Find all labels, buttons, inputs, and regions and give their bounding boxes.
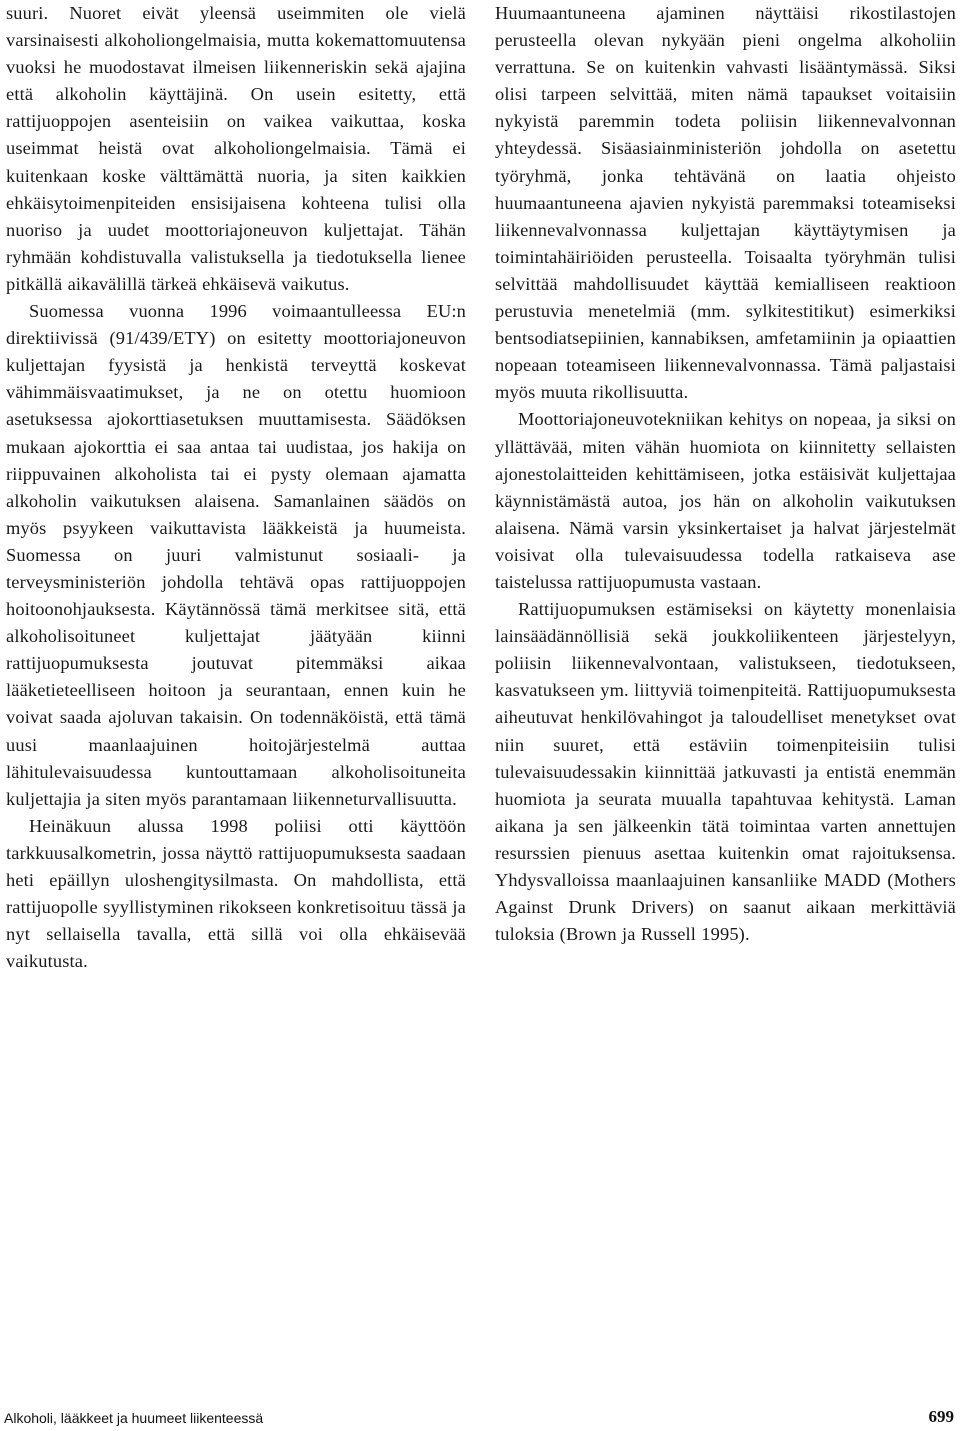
page-number: 699 [928, 1407, 954, 1426]
right-text-column [495, 0, 956, 948]
paragraph-vehicle-technology: Moottoriajoneuvotekniikan kehitys on nopeaa, ja siksi on yllättävää, miten vähän huomiota on kiinnitetty sellaisten ajonestolaitteiden kehittämiseen, jotka estäisivät kuljettajaa käynnistämästä autoa, jos hän on alkoholin vaikutuksen alaisena. Nämä varsin yksinkertaiset ja halvat järjestelmät voisivat olla tulevaisuudessa todella ratkaiseva ase taistelussa rattijuopumusta vastaan. [495, 409, 956, 592]
paragraph-drugged-driving: Huumaantuneena ajaminen näyttäisi rikostilastojen perusteella olevan nykyään pieni ongelma alkoholiin verrattuna. Se on kuitenkin vahvasti lisääntymässä. Siksi olisi tarpeen selvittää, miten nämä tapaukset voitaisiin nykyistä paremmin todeta poliisin liikennevalvonnan yhteydessä. Sisäasiainministeriön johdolla on asetettu työryhmä, jonka tehtävänä on laatia ohjeisto huumaantuneena ajavien nykyistä paremmaksi toteamiseksi liikennevalvonnassa kuljettajan käyttäytymisen ja toimintahäiriöiden perusteella. Toisaalta työryhmän tulisi selvittää mahdollisuudet käyttää kemialliseen reaktioon perustuvia menetelmiä (mm. sylkitestitikut) esimerkiksi bentsodiatsepiinien, kannabiksen, amfetamiinin ja opiaattien nopeaan toteamiseen liikennevalvonnassa. Tämä paljastaisi myös muuta rikollisuutta. [495, 3, 956, 403]
paragraph-eu-directive: Suomessa vuonna 1996 voimaantulleessa EU:n direktiivissä (91/439/ETY) on esitetty moottoriajoneuvon kuljettajan fyysistä ja henkistä terveyttä koskevat vähimmäisvaatimukset, ja ne on otettu huomioon asetuksessa ajokorttiasetuksen muuttamisesta. Säädöksen mukaan ajokorttia ei saa antaa tai uudistaa, jos hakija on riippuvainen alkoholista tai ei pysty olemaan ajamatta alkoholin vaikutuksen alaisena. Samanlainen säädös on myös psyykeen vaikuttavista lääkkeistä ja huumeista. Suomessa on juuri valmistunut sosiaali- ja terveysministeriön johdolla tehtävä opas rattijuoppojen hoitoonohjauksesta. Käytännössä tämä merkitsee sitä, että alkoholisoituneet kuljettajat jäätyään kiinni rattijuopumuksesta joutuvat pitemmäksi aikaa lääketieteelliseen hoitoon ja seurantaan, ennen kuin he voivat saada ajoluvan takaisin. On todennäköistä, että tämä uusi maanlaajuinen hoitojärjestelmä auttaa lähitulevaisuudessa kuntouttamaan alkoholisoituneita kuljettajia ja siten myös parantamaan liikenneturvallisuutta. [6, 301, 466, 809]
paragraph-prevention-measures: Rattijuopumuksen estämiseksi on käytetty monenlaisia lainsäädännöllisiä sekä joukkoliikenteen järjestelyyn, poliisin liikennevalvontaan, valistukseen, tiedotukseen, kasvatukseen ym. liittyviä toimenpiteitä. Rattijuopumuksesta aiheutuvat henkilövahingot ja taloudelliset menetykset ovat niin suuret, että estäviin toimenpiteisiin tulisi tulevaisuudessakin kiinnittää jatkuvasti ja entistä enemmän huomiota ja seurata muualla tapahtuvaa kehitystä. Laman aikana ja sen jälkeenkin tätä toimintaa varten annettujen resurssien pienuus asettaa kuitenkin omat rajoituksensa. Yhdysvalloissa maanlaajuinen kansanliike MADD (Mothers Against Drunk Drivers) on saanut aikaan merkittäviä tuloksia (Brown ja Russell 1995). [495, 599, 956, 945]
left-text-column [6, 0, 466, 975]
running-footer-title: Alkoholi, lääkkeet ja huumeet liikenteessä [4, 1410, 264, 1426]
paragraph-young-drivers: suuri. Nuoret eivät yleensä useimmiten ole vielä varsinaisesti alkoholiongelmaisia, mutta kokemattomuutensa vuoksi he muodostavat ilmeisen liikenneriskin sekä ajajina että alkoholin käyttäjinä. On usein esitetty, että rattijuoppojen asenteisiin on vaikea vaikuttaa, koska useimmat heistä ovat alkoholiongelmaisia. Tämä ei kuitenkaan koske välttämättä nuoria, ja siten kaikkien ehkäisytoimenpiteiden ensisijaisena kohteena tulisi olla nuoriso ja uudet moottoriajoneuvon kuljettajat. Tähän ryhmään kohdistuvalla valistuksella ja tiedotuksella lienee pitkällä aikavälillä tärkeä ehkäisevä vaikutus. [6, 3, 466, 294]
paragraph-breathalyzer: Heinäkuun alussa 1998 poliisi otti käyttöön tarkkuusalkometrin, jossa näyttö rattijuopumuksesta saadaan heti epäillyn uloshengitysilmasta. On mahdollista, että rattijuopolle syyllistyminen rikokseen konkretisoituu tässä ja nyt sellaisella tavalla, että sillä voi olla ehkäisevää vaikutusta. [6, 815, 466, 972]
